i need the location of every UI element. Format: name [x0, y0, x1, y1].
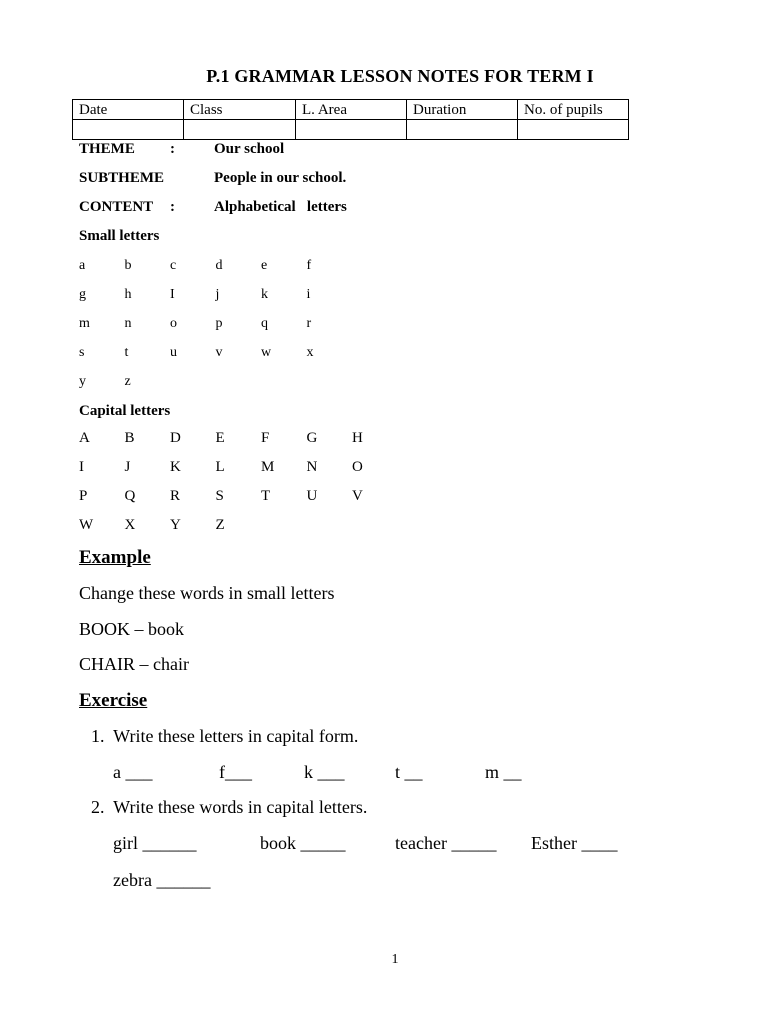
- lesson-info-table: [72, 99, 629, 140]
- q2-item: Esther ____: [531, 833, 618, 853]
- capital-letter-letter: N: [306, 459, 318, 475]
- value-learning-area: [296, 120, 407, 140]
- q2-item: teacher _____: [395, 833, 497, 853]
- capital-letter-letter: H: [352, 430, 363, 446]
- small-letter-letter: m: [79, 316, 90, 331]
- exercise-question-2: 2. Write these words in capital letters.: [91, 797, 368, 817]
- value-no-of-pupils: [518, 120, 629, 140]
- q1-item: f___: [219, 762, 252, 782]
- theme-label: THEME: [79, 141, 135, 157]
- q1-item: t __: [395, 762, 423, 782]
- capital-letter-letter: B: [124, 430, 135, 446]
- capital-letter-letter: G: [306, 430, 318, 446]
- content-value: Alphabetical letters: [214, 199, 347, 215]
- small-letter-letter: x: [306, 345, 314, 360]
- small-letter-letter: h: [124, 287, 132, 302]
- theme-colon: :: [170, 141, 175, 157]
- small-letter-letter: j: [215, 287, 220, 302]
- capital-letter-letter: X: [124, 517, 136, 533]
- document-title: P.1 GRAMMAR LESSON NOTES FOR TERM I: [206, 66, 594, 86]
- capital-letter-letter: S: [215, 488, 224, 504]
- capital-letter-letter: U: [306, 488, 318, 504]
- small-letter-letter: o: [170, 316, 177, 331]
- lesson-info-value-row: [73, 120, 629, 140]
- content-colon: :: [170, 199, 175, 215]
- small-letter-letter: t: [124, 345, 129, 360]
- page-number: 1: [391, 952, 399, 967]
- value-duration: [407, 120, 518, 140]
- example-heading: Example: [79, 547, 151, 568]
- value-date: [73, 120, 184, 140]
- subtheme-label: SUBTHEME: [79, 170, 165, 186]
- capital-letter-letter: K: [170, 459, 181, 475]
- small-letter-letter: z: [124, 374, 131, 389]
- q2-item: girl ______: [113, 833, 197, 853]
- example-line-1: BOOK – book: [79, 619, 185, 639]
- small-letter-letter: s: [79, 345, 85, 360]
- capital-letter-letter: W: [79, 517, 94, 533]
- small-letter-letter: n: [124, 316, 132, 331]
- capital-letter-letter: P: [79, 488, 88, 504]
- exercise-heading: Exercise: [79, 690, 148, 711]
- capital-letter-letter: I: [79, 459, 84, 475]
- capital-letter-letter: E: [215, 430, 225, 446]
- small-letter-letter: v: [215, 345, 223, 360]
- subtheme-value: People in our school.: [214, 170, 347, 186]
- small-letter-letter: I: [170, 287, 175, 302]
- capital-letter-letter: Y: [170, 517, 181, 533]
- capital-letter-letter: Z: [215, 517, 225, 533]
- value-class: [184, 120, 296, 140]
- capital-letter-letter: M: [261, 459, 275, 475]
- capital-letter-letter: Q: [124, 488, 136, 504]
- exercise-question-1: 1. Write these letters in capital form.: [91, 726, 359, 746]
- q2-item: zebra ______: [113, 870, 211, 890]
- capital-letter-letter: V: [352, 488, 363, 504]
- header-date: Date: [73, 100, 184, 120]
- small-letters-heading: Small letters: [79, 228, 160, 244]
- theme-value: Our school: [214, 141, 285, 157]
- header-no-of-pupils: No. of pupils: [518, 100, 629, 120]
- small-letter-letter: w: [261, 345, 272, 360]
- example-instruction: Change these words in small letters: [79, 583, 335, 603]
- small-letter-letter: y: [79, 374, 86, 389]
- capital-letter-letter: L: [215, 459, 225, 475]
- capital-letter-letter: T: [261, 488, 271, 504]
- small-letter-letter: k: [261, 287, 268, 302]
- lesson-info-header-row: [73, 100, 629, 120]
- small-letter-letter: d: [215, 258, 223, 273]
- capital-letter-letter: R: [170, 488, 181, 504]
- capital-letter-letter: A: [79, 430, 90, 446]
- small-letter-letter: f: [306, 258, 312, 273]
- header-class: Class: [184, 100, 296, 120]
- small-letter-letter: i: [306, 287, 311, 302]
- q1-item: k ___: [304, 762, 345, 782]
- capital-letter-letter: F: [261, 430, 270, 446]
- example-line-2: CHAIR – chair: [79, 654, 189, 674]
- q1-item: m __: [485, 762, 522, 782]
- capital-letter-letter: D: [170, 430, 181, 446]
- small-letter-letter: a: [79, 258, 86, 273]
- content-label: CONTENT: [79, 199, 154, 215]
- header-learning-area: L. Area: [296, 100, 407, 120]
- small-letter-letter: r: [306, 316, 312, 331]
- header-duration: Duration: [407, 100, 518, 120]
- small-letter-letter: g: [79, 287, 86, 302]
- small-letter-letter: e: [261, 258, 268, 273]
- small-letter-letter: q: [261, 316, 268, 331]
- q2-item: book _____: [260, 833, 346, 853]
- capital-letters-heading: Capital letters: [79, 403, 171, 419]
- capital-letter-letter: O: [352, 459, 363, 475]
- capital-letter-letter: J: [124, 459, 131, 475]
- small-letter-letter: u: [170, 345, 177, 360]
- small-letter-letter: b: [124, 258, 132, 273]
- small-letter-letter: c: [170, 258, 177, 273]
- small-letter-letter: p: [215, 316, 223, 331]
- q1-item: a ___: [113, 762, 153, 782]
